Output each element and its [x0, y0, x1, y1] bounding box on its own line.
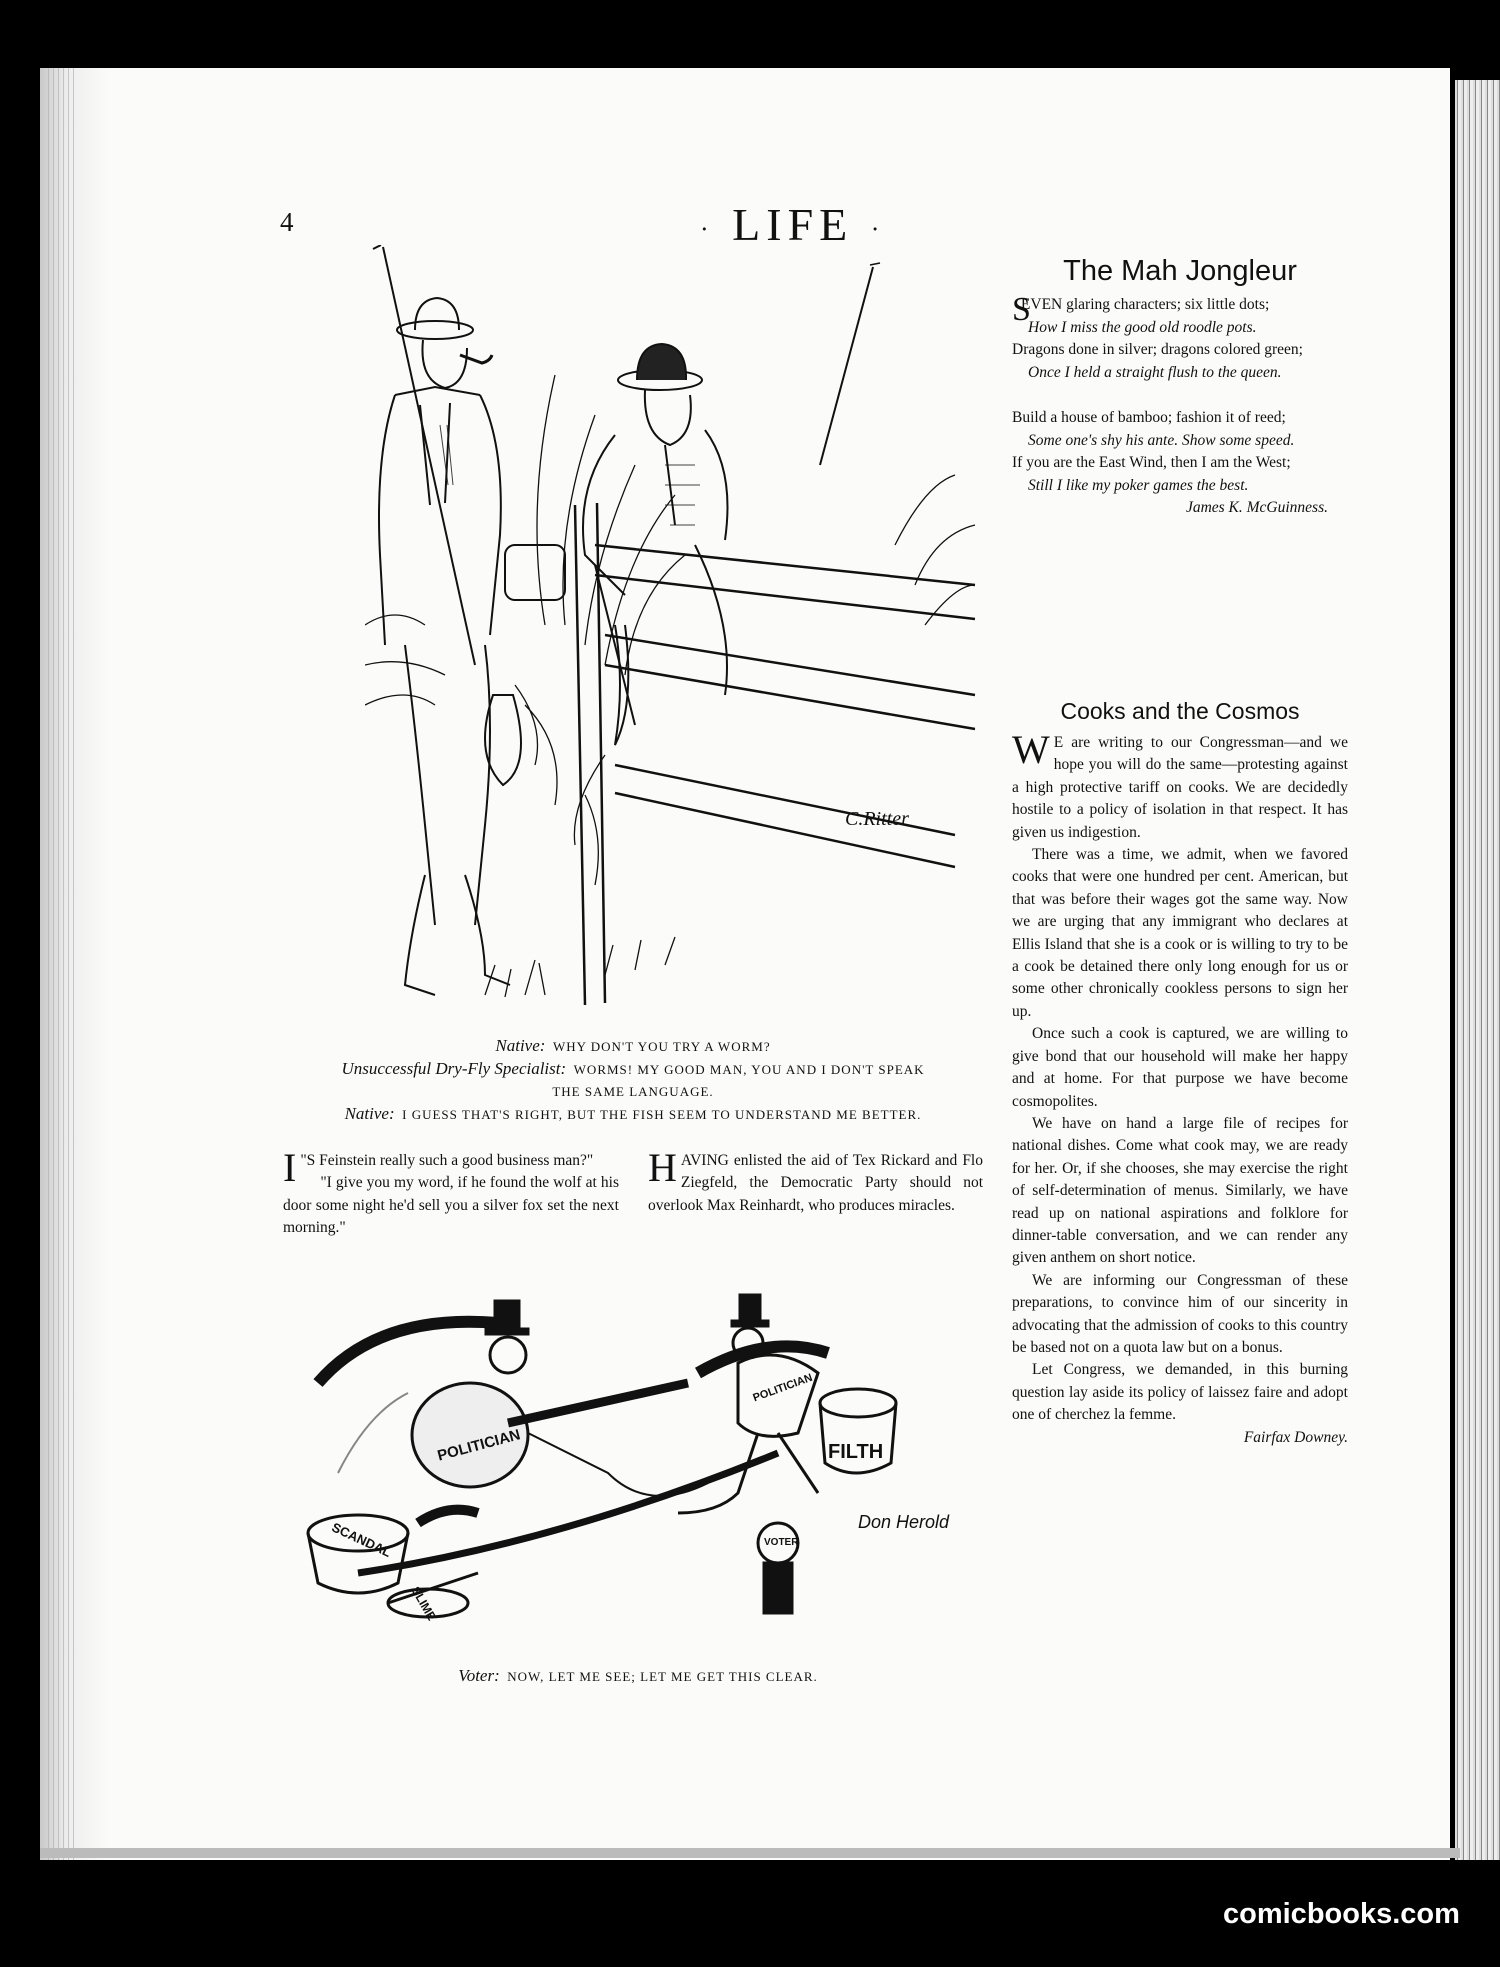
label-politician-left: POLITICIAN	[435, 1426, 523, 1465]
masthead-title: LIFE	[732, 199, 854, 250]
essay-dropcap: W	[1012, 727, 1050, 772]
joke2-para: HAVING enlisted the aid of Tex Rickard and Flo Ziegfeld, the Democratic Party should not overlook Max Reinhardt, who produces miracles.	[648, 1145, 983, 1214]
page-number: 4	[280, 207, 294, 237]
poem-stanza-break	[1012, 384, 1348, 407]
poem-line: Some one's shy his ante. Show some speed.	[1028, 431, 1295, 449]
caption-line-3: THE SAME LANGUAGE.	[552, 1084, 714, 1099]
binding-edge	[48, 68, 78, 1860]
caption-line-4: Native: I GUESS THAT'S RIGHT, BUT THE FISH SEEM TO UNDERSTAND ME BETTER.	[344, 1104, 922, 1123]
label-politician-right: POLITICIAN	[751, 1371, 815, 1405]
poem-line: Dragons done in silver; dragons colored green;	[1012, 341, 1303, 358]
essay-cooks-cosmos	[1012, 727, 1348, 1449]
label-filth: FILTH	[828, 1441, 884, 1463]
joke1-para1: " I S Feinstein really such a good business man?"	[283, 1145, 594, 1190]
essay-para: We are informing our Congressman of these preparations, to convince him of our sincerity in advocating that the admission of cooks to this country be based not on a quota law but on a bonus.	[1012, 1271, 1348, 1356]
caption-line-2: Unsuccessful Dry-Fly Specialist: WORMS! MY GOOD MAN, YOU AND I DON'T SPEAK	[341, 1059, 925, 1078]
caption-line-1: Native: WHY DON'T YOU TRY A WORM?	[495, 1036, 771, 1055]
label-voter: VOTER	[764, 1537, 799, 1548]
poem-mah-jongleur	[1012, 291, 1348, 520]
fishermen-cartoon-illustration	[365, 245, 983, 1027]
joke1-para2: "I give you my word, if he found the wolf at his door some night he'd sell you a silver fox set the next morning."	[283, 1174, 619, 1237]
masthead-dot-left: ·	[700, 214, 715, 244]
poem-line: Build a house of bamboo; fashion it of reed;	[1012, 409, 1286, 426]
essay-author: Fairfax Downey.	[1243, 1428, 1348, 1446]
feinstein-joke	[283, 1145, 619, 1240]
democratic-party-joke	[648, 1145, 983, 1217]
masthead-dot-right: ·	[870, 214, 886, 244]
joke1-dropcap: I	[283, 1145, 297, 1190]
essay-para: Once such a cook is captured, we are willing to give bond that our household will make her happy and at home. For that purpose we have become cosmopolites.	[1012, 1025, 1348, 1110]
poem-line: Once I held a straight flush to the queen.	[1028, 363, 1282, 381]
politician-cartoon-illustration	[298, 1283, 978, 1628]
cartoon1-caption	[283, 1035, 983, 1126]
label-slime: SLIME	[408, 1584, 439, 1623]
page-bottom-edge	[40, 1848, 1460, 1858]
svg-text:C.Ritter: C.Ritter	[845, 808, 909, 830]
joke2-dropcap: H	[648, 1145, 677, 1190]
essay-para: There was a time, we admit, when we favored cooks that were one hundred per cent. American, but that was before their wages got the same way. Now we are urging that any immigrant who declares at Ellis Island that she is a cook or is willing to try to be a cook be detained there only long enough for us or some other chronically cookless persons to sign her up.	[1012, 846, 1348, 1020]
essay-para: Let Congress, we demanded, in this burning question lay aside its policy of laissez faire and adopt one of cherchez la femme.	[1012, 1361, 1348, 1424]
poem-line: S EVEN glaring characters; six little dots;	[1012, 291, 1270, 328]
artist-signature: Don Herold	[858, 1512, 950, 1532]
poem-title: The Mah Jongleur	[1063, 255, 1297, 287]
essay-para: W E are writing to our Congressman—and we hope you will do the same—protesting against a high protective tariff on cooks. We are decidedly hostile to a policy of isolation in that respect. It has given us indigestion.	[1012, 727, 1348, 841]
site-watermark: comicbooks.com	[1223, 1898, 1460, 1930]
masthead	[700, 198, 885, 251]
label-scandal: SCANDAL	[329, 1519, 394, 1560]
poem-line: How I miss the good old roodle pots.	[1028, 318, 1257, 336]
essay-title: Cooks and the Cosmos	[1060, 698, 1300, 724]
poem-line: If you are the East Wind, then I am the West;	[1012, 454, 1291, 471]
page-stack-edge	[1455, 80, 1500, 1860]
poem-author: James K. McGuinness.	[1185, 499, 1328, 516]
poem-line: Still I like my poker games the best.	[1028, 476, 1249, 494]
cartoon2-caption: Voter: NOW, LET ME SEE; LET ME GET THIS CLEAR.	[458, 1666, 818, 1685]
essay-para: We have on hand a large file of recipes for national dishes. Come what cook may, we are ready for her. Or, if she chooses, she may exercise the right of self-determination of menus. Similarly, we have read up on national aspirations and folklore for dinner-table conversation, and we can render any given anthem on short notice.	[1012, 1114, 1348, 1267]
